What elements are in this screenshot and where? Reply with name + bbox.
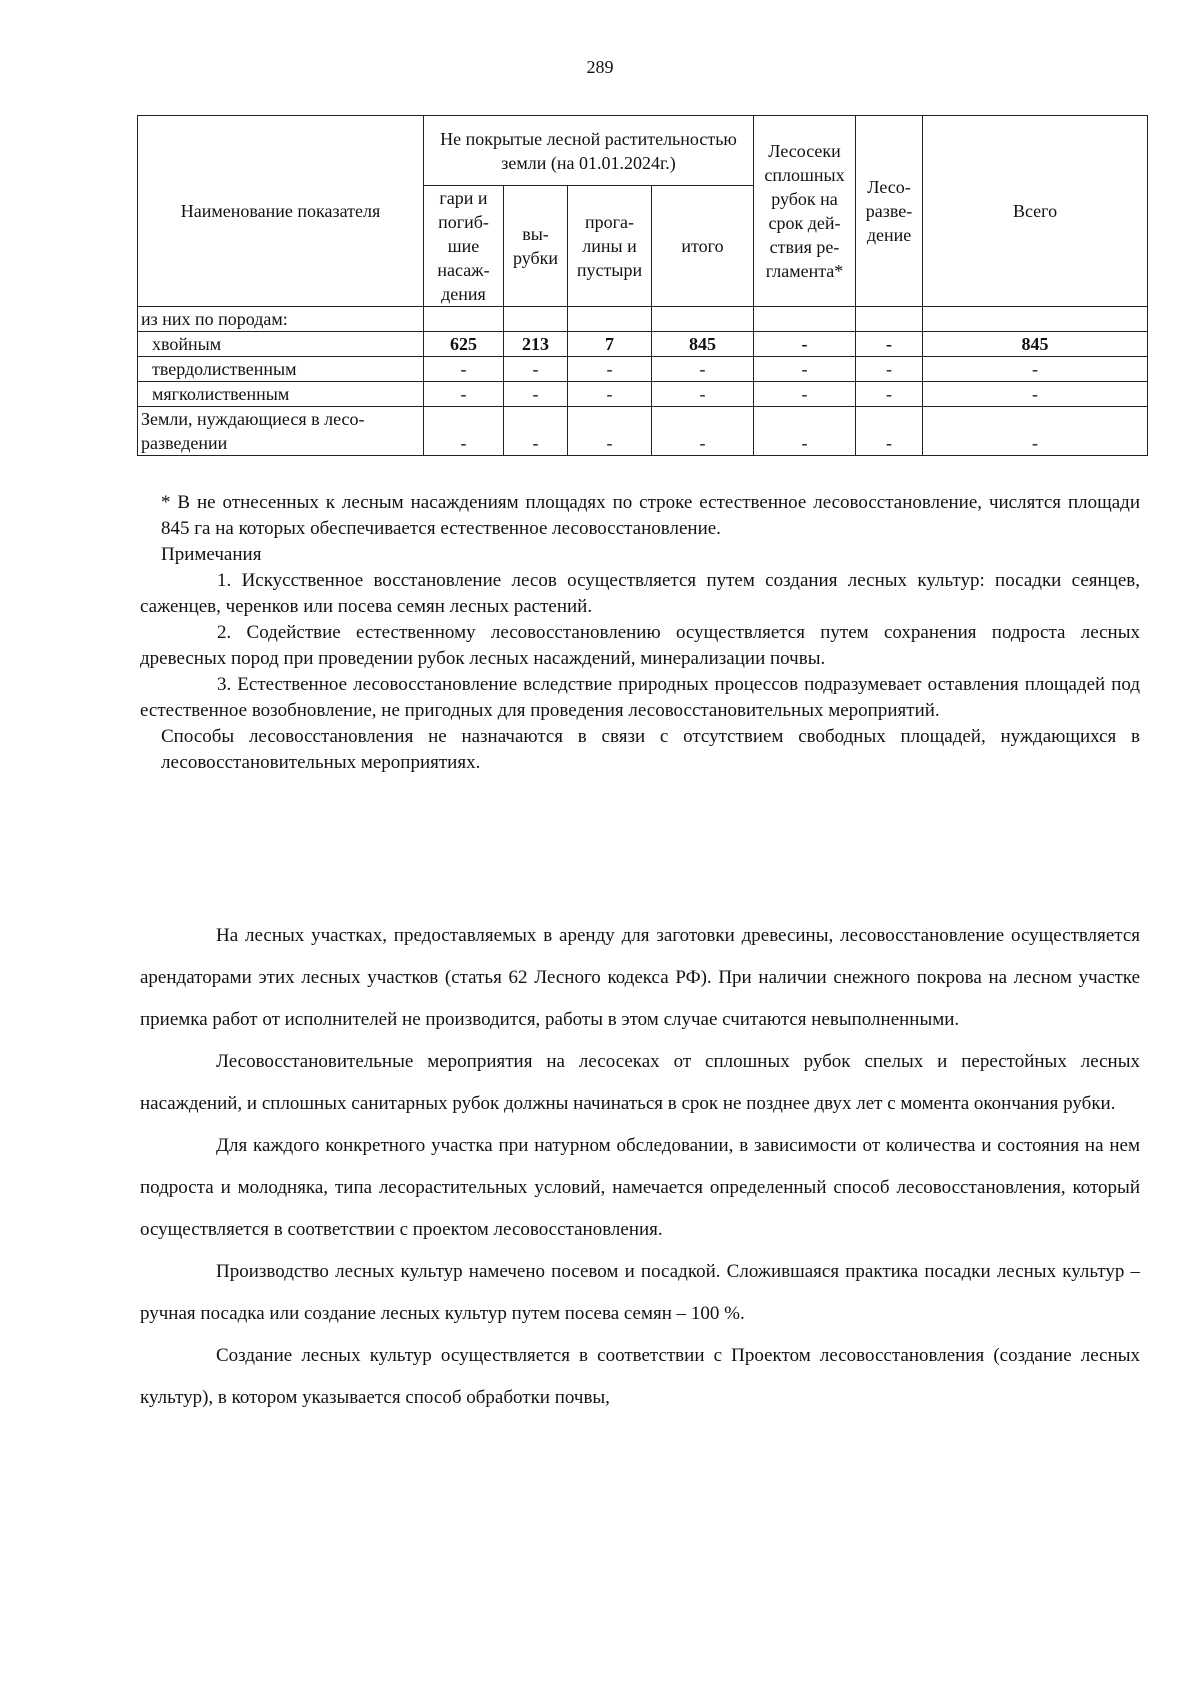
forest-restoration-table xyxy=(137,115,1148,456)
row-label: хвойным xyxy=(138,332,424,357)
page-number: 289 xyxy=(586,57,614,77)
header-afforestation: Лесо-разве-дение xyxy=(856,116,923,307)
footnote: * В не отнесенных к лесным насаждениям площадях по строке естественное лесовосстановление, числятся площади 845 га на которых обеспечивается естественное лесовосстановление. xyxy=(161,492,1140,539)
body-paragraph: На лесных участках, предоставляемых в аренду для заготовки древесины, лесовосстановление осуществляется арендаторами этих лесных участков (статья 62 Лесного кодекса РФ). При наличии снежного покрова на лесном участке приемка работ от исполнителей не производится, работы в этом случае считаются невыполненными. xyxy=(140,925,1140,1030)
table-cell xyxy=(923,307,1148,332)
table-cell: 213 xyxy=(504,332,568,357)
note-item: 2. Содействие естественному лесовосстановлению осуществляется путем сохранения подроста лесных древесных пород при проведении рубок лесных насаждений, минерализации почвы. xyxy=(140,622,1140,669)
table-cell xyxy=(652,307,754,332)
table-row xyxy=(138,382,1148,407)
table-cell: 845 xyxy=(652,332,754,357)
table-cell: - xyxy=(568,407,652,456)
header-total: Всего xyxy=(923,116,1148,307)
header-glades: прога-лины и пустыри xyxy=(568,186,652,307)
table-cell: - xyxy=(923,382,1148,407)
table-cell xyxy=(856,307,923,332)
table-cell: 625 xyxy=(424,332,504,357)
row-label: Земли, нуждающиеся в лесо-разведении xyxy=(138,407,424,456)
body-paragraph: Лесовосстановительные мероприятия на лесосеках от сплошных рубок спелых и перестойных лесных насаждений, и сплошных санитарных рубок должны начинаться в срок не позднее двух лет с момента окончания рубки. xyxy=(140,1051,1140,1114)
header-cuttings: вы-рубки xyxy=(504,186,568,307)
header-subtotal: итого xyxy=(652,186,754,307)
table-cell: - xyxy=(856,407,923,456)
table-row xyxy=(138,357,1148,382)
table-cell: - xyxy=(652,357,754,382)
table-cell: - xyxy=(504,407,568,456)
header-clearcut: Лесосеки сплошных рубок на срок дей-ствия ре-гламента* xyxy=(754,116,856,307)
table-row xyxy=(138,332,1148,357)
notes-heading: Примечания xyxy=(161,544,262,565)
row-label: мягколиственным xyxy=(138,382,424,407)
notes-closing: Способы лесовосстановления не назначаются в связи с отсутствием свободных площадей, нуждающихся в лесовосстановительных мероприятиях. xyxy=(161,726,1140,773)
section-label: из них по породам: xyxy=(138,307,424,332)
table-cell xyxy=(424,307,504,332)
body-paragraph: Для каждого конкретного участка при натурном обследовании, в зависимости от количества и состояния на нем подроста и молодняка, типа лесорастительных условий, намечается определенный способ лесовосстановления, который осуществляется в соответствии с проектом лесовосстановления. xyxy=(140,1135,1140,1240)
table-cell: - xyxy=(568,357,652,382)
table-cell: - xyxy=(504,357,568,382)
table-cell: 7 xyxy=(568,332,652,357)
table-section-row xyxy=(138,307,1148,332)
table-cell: - xyxy=(754,357,856,382)
row-label: твердолиственным xyxy=(138,357,424,382)
table-cell: - xyxy=(856,332,923,357)
table-cell: - xyxy=(923,407,1148,456)
table-cell: - xyxy=(652,407,754,456)
body-paragraph: Создание лесных культур осуществляется в соответствии с Проектом лесовосстановления (создание лесных культур), в котором указывается способ обработки почвы, xyxy=(140,1345,1140,1408)
table-header-row xyxy=(138,116,1148,186)
body-paragraph: Производство лесных культур намечено посевом и посадкой. Сложившаяся практика посадки лесных культур – ручная посадка или создание лесных культур путем посева семян – 100 %. xyxy=(140,1261,1140,1324)
table-cell: - xyxy=(754,382,856,407)
table-row xyxy=(138,407,1148,456)
table-cell: - xyxy=(568,382,652,407)
table-cell: 845 xyxy=(923,332,1148,357)
table-cell: - xyxy=(856,382,923,407)
table-cell: - xyxy=(504,382,568,407)
table-cell: - xyxy=(754,332,856,357)
header-name: Наименование показателя xyxy=(138,116,424,307)
note-item: 3. Естественное лесовосстановление вследствие природных процессов подразумевает оставления площадей под естественное возобновление, не пригодных для проведения лесовосстановительных мероприятий. xyxy=(140,674,1140,721)
table-cell: - xyxy=(754,407,856,456)
table-cell xyxy=(568,307,652,332)
table-cell: - xyxy=(424,407,504,456)
table-cell xyxy=(754,307,856,332)
table-cell: - xyxy=(923,357,1148,382)
table-cell: - xyxy=(424,382,504,407)
table-cell xyxy=(504,307,568,332)
table-cell: - xyxy=(856,357,923,382)
header-group: Не покрытые лесной растительностью земли (на 01.01.2024г.) xyxy=(424,116,754,186)
table-notes xyxy=(140,490,1140,776)
note-item: 1. Искусственное восстановление лесов осуществляется путем создания лесных культур: посадки сеянцев, саженцев, черенков или посева семян лесных растений. xyxy=(140,570,1140,617)
header-burns: гари и погиб-шие насаж-дения xyxy=(424,186,504,307)
table-cell: - xyxy=(652,382,754,407)
body-text xyxy=(140,915,1140,1419)
table-cell: - xyxy=(424,357,504,382)
